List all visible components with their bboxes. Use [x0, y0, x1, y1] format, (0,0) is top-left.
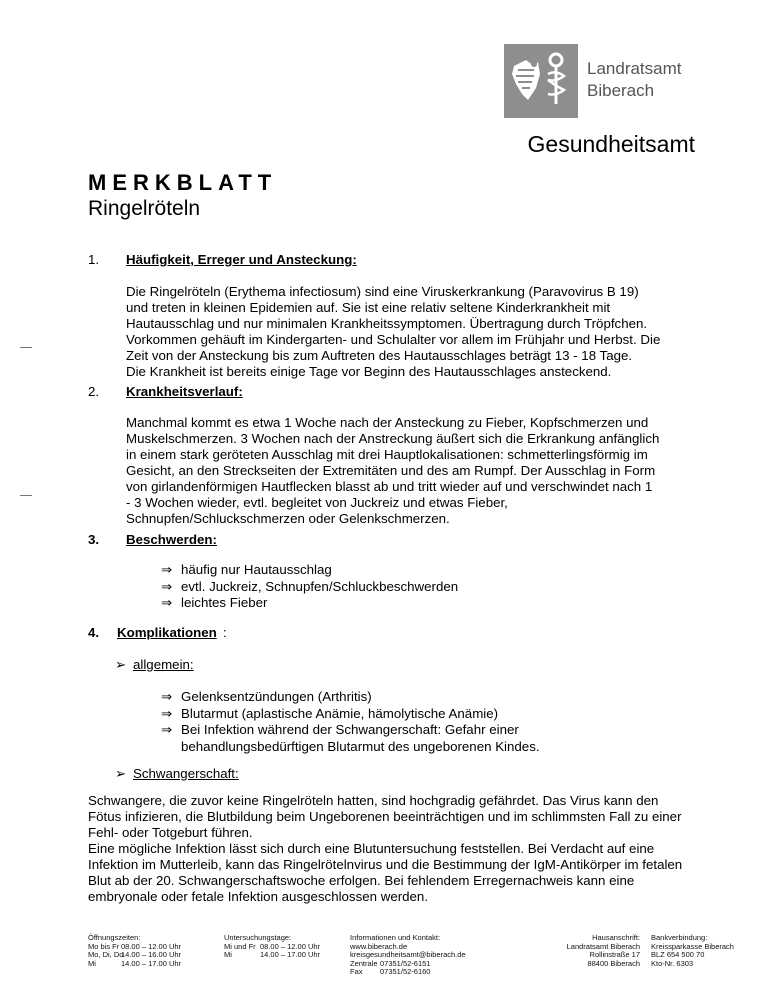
text-line: Fötus infizieren, die Blutbildung beim Ungeborenen beeinträchtigen und im schlimmsten Fall zu einer — [88, 809, 682, 824]
pregnancy-paragraph — [88, 793, 688, 905]
arrow-icon: ⇒ — [161, 689, 173, 704]
footer-opening-hours: Öffnungszeiten: Mo bis Fr 08.00 – 12.00 Uhr Mo, Di, Do14.00 – 16.00 Uhr Mi 14.00 – 17.00 Uhr — [88, 933, 182, 968]
triangle-bullet-icon: ➢ — [115, 766, 127, 781]
text-line: Eine mögliche Infektion lässt sich durch eine Blutuntersuchung feststellen. Bei Verdacht auf eine — [88, 841, 655, 856]
section-2-number: 2. — [88, 384, 100, 399]
footer-contact: Informationen und Kontakt: www.biberach.de kreisgesundheitsamt@biberach.de Zentrale 07351/52-6151 Fax 07351/52-6160 — [350, 933, 466, 977]
text-line: Schnupfen/Schluckschmerzen oder Gelenkschmerzen. — [126, 511, 450, 526]
complications-general-list — [161, 689, 581, 755]
section-1-body — [126, 284, 706, 380]
section-4-heading-colon: : — [223, 625, 227, 640]
footer-exam-days: Untersuchungstage: Mi und Fr 08.00 – 12.00 Uhr Mi 14.00 – 17.00 Uhr — [224, 933, 321, 960]
text-line: und treten in kleinen Epidemien auf. Sie ist eine relativ seltene Kinderkrankheit mit — [126, 300, 611, 315]
arrow-icon: ⇒ — [161, 595, 173, 610]
footer-address: Hausanschrift: Landratsamt Biberach Rollinstraße 17 88400 Biberach — [566, 933, 640, 968]
triangle-bullet-icon: ➢ — [115, 657, 127, 672]
text-line: Die Krankheit ist bereits einige Tage vor Beginn des Hautausschlages ansteckend. — [126, 364, 612, 379]
section-4-number: 4. — [88, 625, 100, 640]
margin-mark — [20, 495, 32, 496]
list-item: ⇒ häufig nur Hautausschlag — [161, 562, 332, 577]
list-item: ⇒ Blutarmut (aplastische Anämie, hämolytische Anämie) — [161, 705, 499, 721]
footer-bank: Bankverbindung: Kreissparkasse Biberach BLZ 654 500 70 Kto-Nr. 6303 — [651, 933, 734, 968]
email-link[interactable]: kreisgesundheitsamt@biberach.de — [350, 950, 466, 960]
list-item: ⇒ Gelenksentzündungen (Arthritis) — [161, 689, 372, 704]
text-line: Zeit von der Ansteckung bis zum Auftreten des Hautausschlages beträgt 13 - 18 Tage. — [126, 348, 633, 363]
section-1-heading: Häufigkeit, Erreger und Ansteckung: — [126, 252, 357, 267]
text-line: von girlandenförmigen Hautflecken blasst ab und tritt wieder auf und verschwindet nach 1 — [126, 479, 653, 494]
coat-of-arms-logo — [504, 44, 578, 118]
org-line-2: Biberach — [587, 81, 655, 100]
section-3-number: 3. — [88, 532, 100, 547]
text-line: Blut ab der 20. Schwangerschaftswoche erfolgen. Bei fehlendem Erregernachweis kann eine — [88, 873, 635, 888]
list-item: ⇒ evtl. Juckreiz, Schnupfen/Schluckbeschwerden — [161, 578, 459, 594]
text-line: embryonale oder fetale Infektion ausgeschlossen werden. — [88, 889, 429, 904]
website-link[interactable]: www.biberach.de — [350, 941, 408, 951]
text-line: Schwangere, die zuvor keine Ringelröteln hatten, sind hochgradig gefährdet. Das Virus kann den — [88, 793, 659, 808]
document-title: MERKBLATT — [88, 170, 278, 195]
organization-name — [587, 58, 682, 102]
arrow-icon: ⇒ — [161, 705, 173, 721]
text-line: Muskelschmerzen. 3 Wochen nach der Anstreckung äußert sich die Erkrankung anfänglich — [126, 431, 660, 446]
arrow-icon: ⇒ — [161, 722, 173, 737]
text-line: Manchmal kommt es etwa 1 Woche nach der Ansteckung zu Fieber, Kopfschmerzen und — [126, 415, 649, 430]
complications-general-label: ➢ allgemein: — [115, 657, 194, 672]
arrow-icon: ⇒ — [161, 562, 173, 577]
section-3-heading: Beschwerden: — [126, 532, 217, 547]
arrow-icon: ⇒ — [161, 578, 173, 594]
text-line: Vorkommen gehäuft im Kindergarten- und Schulalter vor allem im Frühjahr und Herbst. Die — [126, 332, 661, 347]
department-title: Gesundheitsamt — [527, 131, 695, 157]
text-line: Infektion im Mutterleib, kann das Ringelrötelnvirus und die Bestimmung der IgM-Antikörper im fetalen — [88, 857, 683, 872]
text-line: in einem stark geröteten Ausschlag mit drei Hauptlokalisationen: schmetterlingsförmig im — [126, 447, 648, 462]
text-line: Hautausschlag und nur minimalen Krankheitssymptomen. Übertragung durch Tröpfchen. — [126, 316, 648, 331]
list-item: ⇒ leichtes Fieber — [161, 595, 268, 610]
section-2-heading: Krankheitsverlauf: — [126, 384, 243, 399]
complications-pregnancy-label: ➢ Schwangerschaft: — [115, 766, 239, 781]
text-line: Die Ringelröteln (Erythema infectiosum) sind eine Viruskerkrankung (Paravovirus B 19) — [126, 284, 639, 299]
list-item: ⇒ Bei Infektion während der Schwangerschaft: Gefahr einer behandlungsbedürftigen Blutarmut des ungeborenen Kindes. — [161, 722, 540, 754]
eagle-icon — [504, 44, 578, 118]
section-2-body — [126, 415, 706, 527]
symptoms-list — [161, 562, 458, 612]
section-1-number: 1. — [88, 252, 100, 267]
org-line-1: Landratsamt — [587, 59, 682, 78]
text-line: Gesicht, an den Streckseiten der Extremitäten und des am Rumpf. Der Ausschlag in Form — [126, 463, 656, 478]
margin-mark — [20, 347, 32, 348]
section-4-heading: Komplikationen — [117, 625, 217, 640]
document-subtitle: Ringelröteln — [88, 197, 201, 220]
text-line: Fehl- oder Totgeburt führen. — [88, 825, 253, 840]
text-line: - 3 Wochen wieder, evtl. begleitet von Juckreiz und etwas Fieber, — [126, 495, 508, 510]
